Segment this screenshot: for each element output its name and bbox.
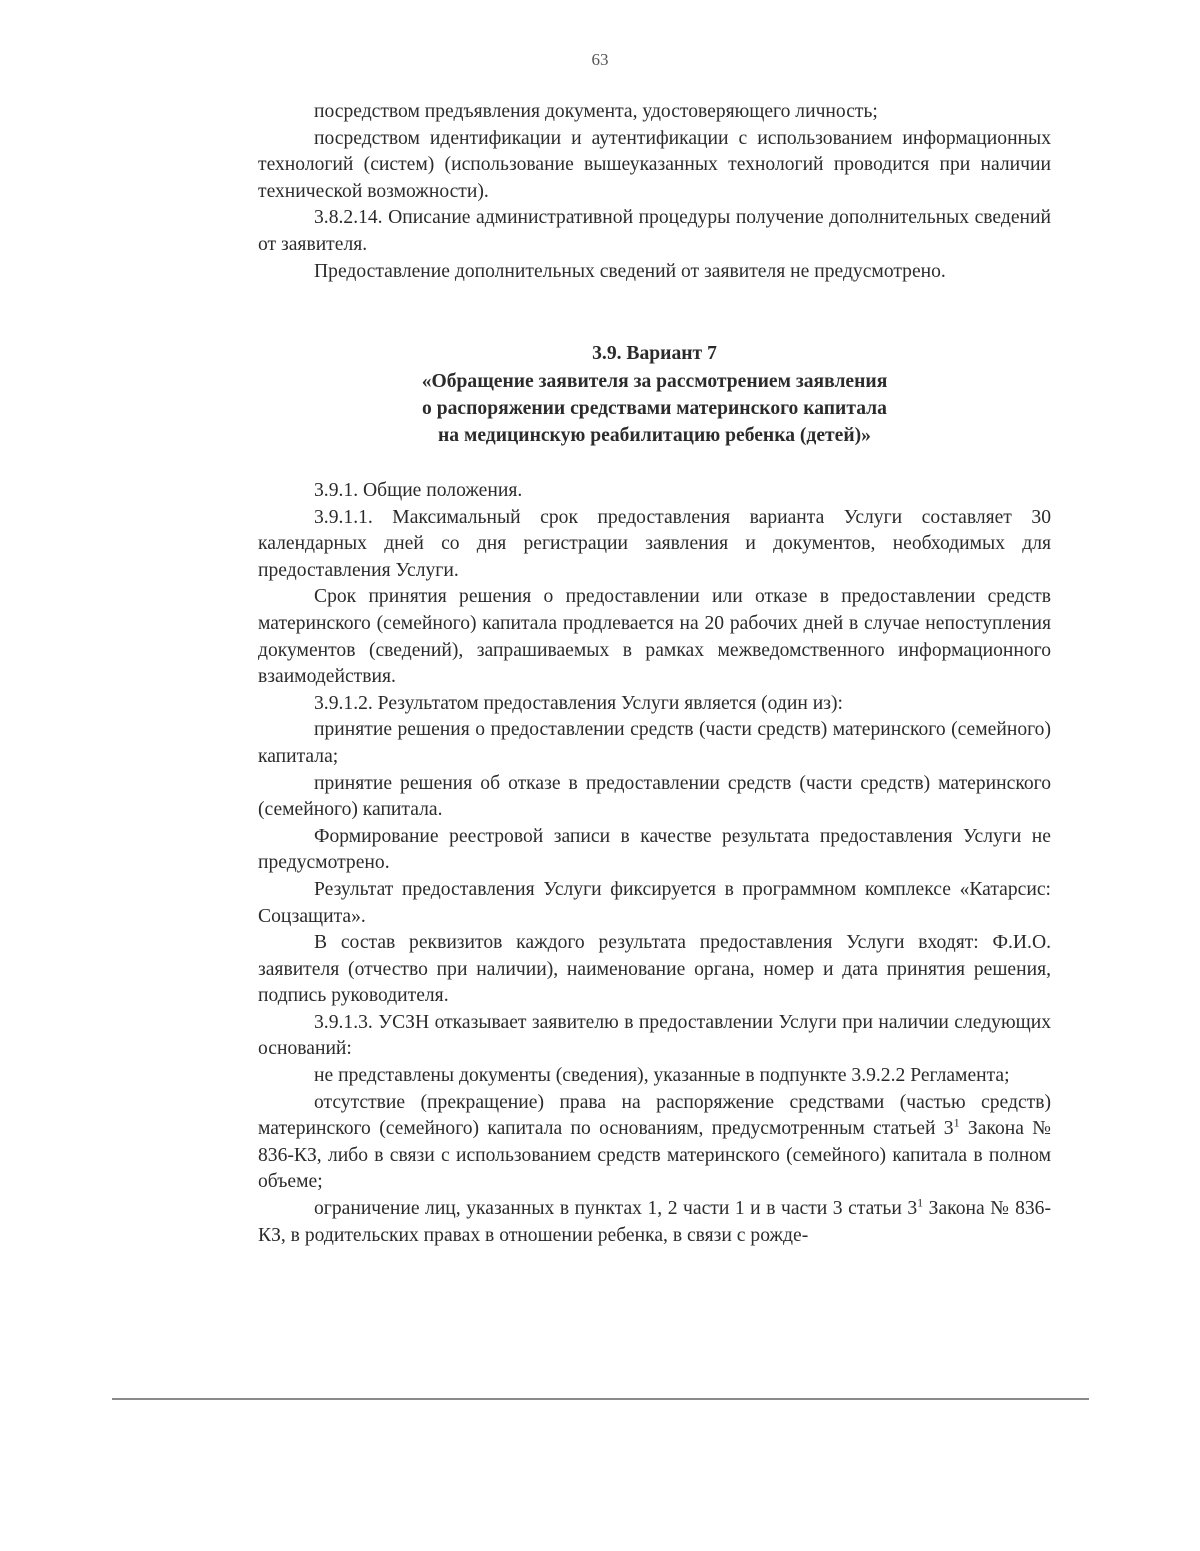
section-heading [258, 340, 1051, 449]
paragraph: 3.9.1.3. УСЗН отказывает заявителю в предоставлении Услуги при наличии следующих оснований: [258, 1011, 1051, 1060]
section-title-line: на медицинскую реабилитацию ребенка (детей)» [438, 425, 871, 446]
paragraph: не представлены документы (сведения), указанные в подпункте 3.9.2.2 Регламента; [314, 1065, 1010, 1087]
page-number: 63 [591, 50, 609, 69]
text-run: отсутствие (прекращение) права на распоряжение средствами (частью средств) материнского (семейного) капитала по основаниям, предусмотренным статьей 3 [258, 1091, 1051, 1140]
paragraph: посредством предъявления документа, удостоверяющего личность; [314, 101, 878, 122]
section-title-line: о распоряжении средствами материнского капитала [422, 398, 887, 419]
paragraph: В состав реквизитов каждого результата предоставления Услуги входят: Ф.И.О. заявителя (отчество при наличии), наименование органа, номер и дата принятия решения, подпись руководителя. [258, 932, 1051, 1007]
text-run: ограничение лиц, указанных в пунктах 1, 2 части 1 и в части 3 статьи 3 [314, 1198, 918, 1220]
paragraph: 3.9.1. Общие положения. [314, 480, 523, 501]
paragraph: принятие решения о предоставлении средств (части средств) материнского (семейного) капитала; [258, 719, 1051, 767]
superscript: 1 [917, 1195, 924, 1210]
main-text-block [258, 478, 1051, 1249]
paragraph: Предоставление дополнительных сведений от заявителя не предусмотрено. [314, 260, 946, 282]
paragraph: 3.8.2.14. Описание административной процедуры получение дополнительных сведений от заявителя. [258, 207, 1051, 255]
section-number: 3.9. Вариант 7 [592, 343, 717, 364]
superscript: 1 [953, 1115, 960, 1130]
paragraph: Срок принятия решения о предоставлении или отказе в предоставлении средств материнского (семейного) капитала продлевается на 20 рабочих дней в случае непоступления документов (сведений), запрашиваемых в рамках межведомственного информационного взаимодействия. [258, 586, 1051, 688]
footer-divider [112, 1398, 1089, 1400]
top-text-block [258, 99, 1051, 285]
paragraph: 3.9.1.2. Результатом предоставления Услуги является (один из): [314, 692, 843, 714]
paragraph: Результат предоставления Услуги фиксируется в программном комплексе «Катарсис: Соцзащита». [258, 878, 1051, 927]
text-run: Закона № 836-КЗ, в родительских правах в отношении ребенка, в связи с рожде- [258, 1198, 1051, 1246]
paragraph: Формирование реестровой записи в качестве результата предоставления Услуги не предусмотрено. [258, 825, 1051, 874]
text-run: Закона № 836-КЗ, либо в связи с использованием средств материнского (семейного) капитала в полном объеме; [258, 1118, 1051, 1193]
paragraph: посредством идентификации и аутентификации с использованием информационных технологий (систем) (использование вышеуказанных технологий проводится при наличии технической возможности). [258, 127, 1051, 202]
paragraph [258, 1090, 1051, 1196]
section-title-line: «Обращение заявителя за рассмотрением заявления [421, 371, 888, 392]
paragraph: принятие решения об отказе в предоставлении средств (части средств) материнского (семейного) капитала. [258, 772, 1051, 821]
paragraph: 3.9.1.1. Максимальный срок предоставления варианта Услуги составляет 30 календарных дней со дня регистрации заявления и документов, необходимых для предоставления Услуги. [258, 506, 1051, 581]
paragraph [258, 1196, 1051, 1249]
